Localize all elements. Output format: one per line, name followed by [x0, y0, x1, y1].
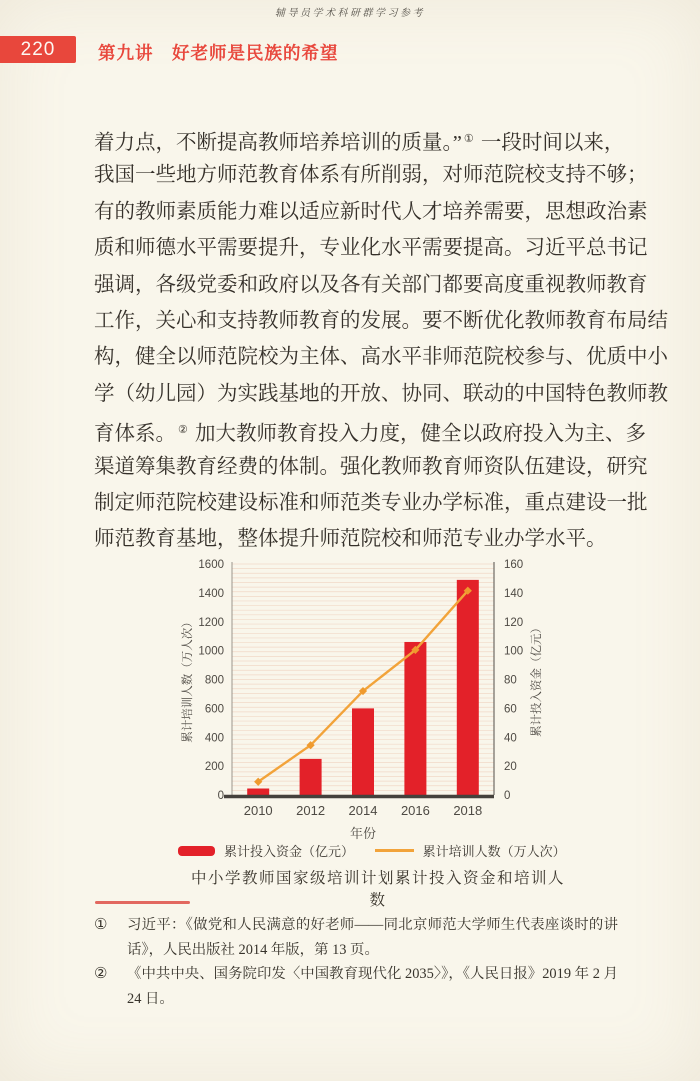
- svg-text:40: 40: [504, 732, 517, 745]
- training-chart: [178, 556, 562, 846]
- footnote-text: 习近平：《做党和人民满意的好老师——同北京师范大学师生代表座谈时的讲话》，人民出版社 2014 年版，第 13 页。: [127, 917, 618, 958]
- svg-text:2010: 2010: [243, 803, 273, 818]
- svg-text:100: 100: [504, 645, 524, 658]
- chapter-title: 第九讲 好老师是民族的希望: [98, 43, 339, 63]
- footnote-text: 《中共中央、国务院印发〈中国教育现代化 2035〉》，《人民日报》2019 年 2 月 24 日。: [127, 966, 618, 1007]
- footnote-item: [94, 913, 618, 962]
- svg-text:80: 80: [504, 674, 517, 687]
- page-number: 220: [20, 38, 56, 60]
- svg-text:0: 0: [217, 790, 224, 802]
- legend-entry-funds: [178, 841, 355, 860]
- training-chart-svg: [178, 556, 562, 841]
- svg-text:140: 140: [504, 587, 524, 600]
- body-line: 工作，关心和支持教师教育的发展。要不断优化教师教育布局结: [94, 309, 668, 332]
- body-line: 我国一些地方师范教育体系有所削弱，对师范院校支持不够；: [94, 164, 648, 187]
- svg-text:120: 120: [504, 616, 524, 629]
- legend-entry-trainees: [375, 841, 566, 860]
- page-number-badge: [0, 36, 76, 63]
- svg-text:累计培训人数（万人次）: 累计培训人数（万人次）: [182, 616, 194, 743]
- svg-text:160: 160: [504, 559, 524, 571]
- body-line: 有的教师素质能力难以适应新时代人才培养需要，思想政治素: [94, 200, 648, 223]
- body-line: 师范教育基地，整体提升师范院校和师范专业办学水平。: [94, 528, 607, 551]
- svg-text:800: 800: [204, 674, 224, 687]
- chart-legend: [178, 841, 566, 860]
- legend-label-funds: 累计投入资金（亿元）: [224, 844, 355, 859]
- body-line: 强调，各级党委和政府以及各有关部门都要高度重视教师教育: [94, 273, 648, 296]
- footnote-ref: ②: [178, 424, 188, 437]
- svg-text:0: 0: [504, 790, 511, 802]
- body-line: 构，健全以师范院校为主体、高水平非师范院校参与、优质中小: [94, 346, 668, 369]
- svg-text:200: 200: [204, 761, 224, 774]
- svg-text:2018: 2018: [453, 803, 483, 818]
- svg-text:1000: 1000: [198, 645, 224, 658]
- svg-text:2014: 2014: [348, 803, 378, 818]
- svg-text:年份: 年份: [349, 826, 377, 841]
- footnote-marker: ①: [94, 917, 108, 933]
- body-line: 制定师范院校建设标准和师范类专业办学标准，重点建设一批: [94, 491, 648, 514]
- footnote-marker: ②: [94, 966, 108, 982]
- svg-text:400: 400: [204, 732, 224, 745]
- legend-label-trainees: 累计培训人数（万人次）: [422, 844, 566, 859]
- body-line: 质和师德水平需要提升，专业化水平需要提高。习近平总书记: [94, 237, 648, 260]
- svg-text:20: 20: [504, 761, 517, 774]
- svg-text:1400: 1400: [198, 587, 224, 600]
- svg-text:累计投入资金（亿元）: 累计投入资金（亿元）: [531, 622, 543, 737]
- header-note: 辅导员学术科研群学习参考: [275, 8, 425, 19]
- svg-text:60: 60: [504, 703, 517, 716]
- chart-caption: 中小学教师国家级培训计划累计投入资金和培训人数: [190, 869, 565, 909]
- body-line: 渠道筹集教育经费的体制。强化教师教育师资队伍建设，研究: [94, 455, 648, 478]
- body-line: 育体系。 ② 加大教师教育投入力度，健全以政府投入为主、多: [94, 423, 646, 446]
- footnote-ref: ①: [463, 133, 474, 145]
- body-line: 着力点，不断提高教师培养培训的质量。” ① 一段时间以来，: [94, 132, 625, 154]
- line-swatch-icon: [375, 849, 414, 852]
- bar-swatch-icon: [178, 846, 215, 856]
- body-line: 学（幼儿园）为实践基地的开放、协同、联动的中国特色教师教: [94, 382, 668, 405]
- footnotes: [94, 913, 618, 1011]
- footnote-divider: [95, 901, 190, 904]
- svg-text:600: 600: [204, 703, 224, 716]
- svg-text:2016: 2016: [400, 803, 430, 818]
- svg-text:2012: 2012: [296, 803, 326, 818]
- svg-text:1600: 1600: [198, 559, 224, 571]
- body-paragraph: [94, 121, 668, 558]
- svg-text:1200: 1200: [198, 616, 224, 629]
- footnote-item: [94, 962, 618, 1011]
